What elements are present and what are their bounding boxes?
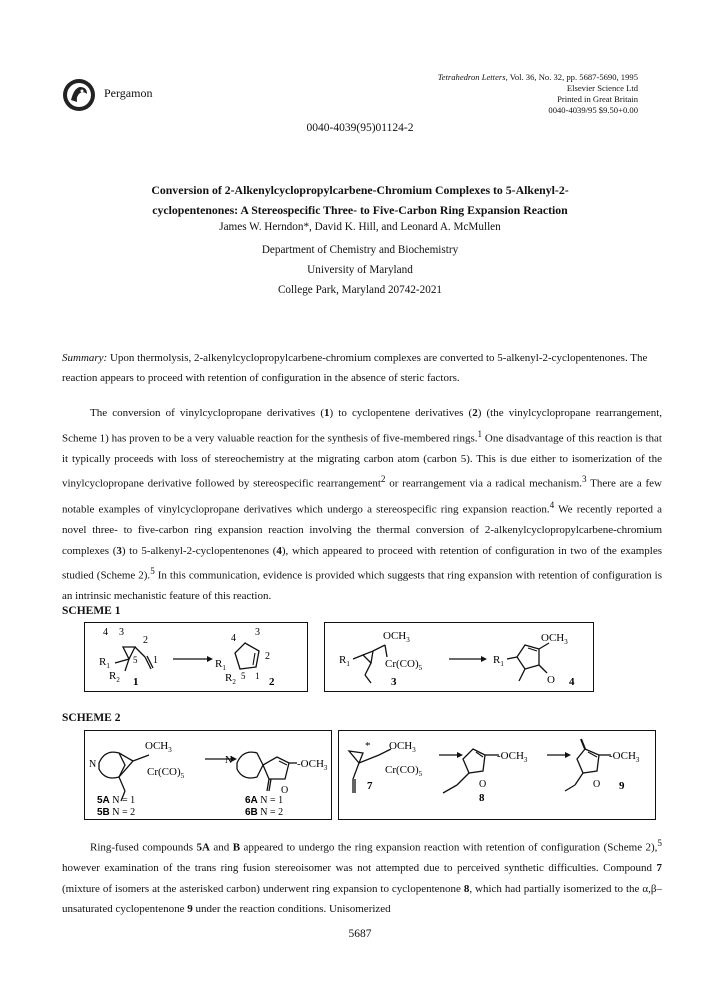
vinylcyclopropane-rearrangement-graphic (85, 623, 307, 691)
compound-4-label: 4 (569, 676, 575, 688)
atom-number: 1 (255, 671, 260, 681)
journal-volume: , Vol. 36, No. 32, pp. 5687-5690, 1995 (505, 72, 638, 82)
compound-7-label: 7 (367, 780, 373, 792)
compound-3-label: 3 (391, 676, 397, 688)
och3-label: $OCH_3$ (389, 740, 416, 754)
authors: James W. Herndon*, David K. Hill, and Leonard A. McMullen (219, 221, 501, 233)
summary-text: Upon thermolysis, 2-alkenylcyclopropylcarbene-chromium complexes are converted to 5-alkenyl-2-cyclopentenones. The reaction appears to proceed with retention of configuration in the absence of steric factors. (62, 352, 648, 384)
scheme-1-right-box (324, 622, 594, 692)
compound-2-label: 2 (269, 676, 275, 688)
affiliation-city: College Park, Maryland 20742-2021 (277, 284, 443, 296)
isomerization-graphic (339, 731, 655, 819)
title-line-2: cyclopentenones: A Stereospecific Three- to Five-Carbon Ring Expansion Reaction (152, 203, 568, 217)
ref-3: 3 (582, 474, 587, 485)
journal-publisher-line: Elsevier Science Ltd (566, 83, 638, 93)
p2-text: and (209, 841, 233, 854)
r1-label: $R_1$ (215, 658, 226, 672)
chromium-label: $Cr(CO)_5$ (385, 658, 423, 672)
asterisk-marker: * (365, 740, 371, 752)
oxygen-label: O (479, 779, 487, 790)
p2-text: under the reaction conditions. Unisomerized (192, 903, 391, 916)
atom-number: 3 (119, 627, 124, 638)
affiliation (0, 240, 720, 300)
ring-fused-expansion-graphic (85, 731, 331, 819)
title-line-1: Conversion of 2-Alkenylcyclopropylcarbene-Chromium Complexes to 5-Alkenyl-2- (151, 183, 569, 197)
compound-8-label: 8 (479, 792, 485, 804)
affiliation-univ: University of Maryland (307, 264, 413, 276)
p2-text: (mixture of isomers at the asterisked carbon) underwent ring expansion to cyclopentenone (62, 882, 464, 895)
p1-text: One disadvantage of this reaction is that it typically proceeds with loss of stereochemistry at the migrating carbon atom (carbon 5). This is due either to isomerization of the vinylcyclopropane derivative followed by stereospecific rearrangement (62, 432, 662, 491)
r1-label: $R_1$ (99, 656, 110, 670)
p1-text: The conversion of vinylcyclopropane derivatives ( (90, 407, 324, 419)
p1-text: ), which appeared to proceed with retention of configuration in two of the examples studied (Scheme 2). (62, 544, 662, 582)
compound-6b-label: 6B N = 2 (245, 807, 284, 818)
ref-4: 4 (549, 499, 555, 510)
och3-label: $-OCH_3$ (609, 750, 640, 764)
journal-reference (438, 72, 638, 116)
scheme-1-label: SCHEME 1 (62, 605, 121, 617)
r1-label: $R_1$ (493, 654, 504, 668)
pergamon-logo (62, 78, 96, 112)
article-title (90, 180, 630, 220)
scheme-1-left-box (84, 622, 308, 692)
oxygen-label: O (281, 785, 289, 796)
compound-1-label: 1 (133, 676, 139, 688)
p1-cmpd-1: 1 (324, 407, 330, 419)
p2-text: appeared to undergo the ring expansion reaction with retention of configuration (Scheme 2), (240, 841, 658, 854)
body-paragraph-1 (62, 403, 662, 607)
publisher-name: Pergamon (104, 86, 153, 100)
p1-text: ) to cyclopentene derivatives ( (329, 407, 473, 419)
p1-text: ) (the vinylcyclopropane rearrangement, Scheme 1) has proven to be a very valuable reaction for the synthesis of five-membered rings. (62, 407, 663, 445)
chromium-label: $Cr(CO)_5$ (147, 766, 185, 780)
r2-label: $R_2$ (225, 672, 236, 686)
p1-text: or rearrangement via a radical mechanism. (385, 478, 582, 491)
p1-text: In this communication, evidence is provided which suggests that ring expansion with retention of configuration is an intrinsic mechanistic feature of this reaction. (62, 569, 662, 603)
och3-label: $OCH_3$ (383, 630, 410, 644)
p2-cmpd-8: 8 (463, 882, 470, 895)
och3-label: $OCH_3$ (145, 740, 172, 754)
ring-size-label: N (89, 759, 97, 770)
atom-number: 4 (231, 633, 236, 644)
ref-5: 5 (657, 838, 662, 848)
summary-label: Summary: (62, 352, 108, 364)
p2-text: , which had partially isomerized to the α,β–unsaturated cyclopentenone (62, 882, 662, 916)
atom-number: 5 (133, 655, 138, 665)
scheme-2-left-box (84, 730, 332, 820)
r1-label: $R_1$ (339, 654, 350, 668)
atom-number: 3 (255, 627, 260, 638)
p2-text: Ring-fused compounds (90, 841, 197, 854)
ref-5: 5 (150, 566, 155, 577)
page-number: 5687 (348, 928, 372, 940)
compound-9-label: 9 (619, 780, 625, 792)
p2-cmpd-9: 9 (187, 903, 193, 916)
scheme-2-label: SCHEME 2 (62, 712, 121, 724)
chromium-label: $Cr(CO)_5$ (385, 764, 423, 778)
oxygen-label: O (593, 779, 601, 790)
p2-cmpd-b: B (232, 841, 241, 854)
p1-cmpd-4: 4 (276, 544, 282, 557)
affiliation-dept: Department of Chemistry and Biochemistry (261, 244, 459, 256)
atom-number: 2 (143, 635, 148, 646)
compound-5a-label: 5A N = 1 (97, 795, 136, 806)
p1-text: We recently reported a novel three- to five-carbon ring expansion reaction involving the thermal conversion of 2-alkenylcyclopropylcarbene-chromium complexes ( (62, 503, 662, 557)
ref-2: 2 (380, 474, 386, 485)
journal-printed-line: Printed in Great Britain (557, 94, 638, 104)
scheme-2-right-box (338, 730, 656, 820)
ring-size-label: N (225, 755, 233, 766)
compound-5b-label: 5B N = 2 (97, 807, 136, 818)
och3-label: $OCH_3$ (541, 632, 568, 646)
atom-number: 5 (241, 671, 246, 681)
p1-text: There are a few notable examples of vinylcyclopropane derivatives which undergo a stereospecific ring expansion reaction. (62, 478, 663, 516)
p2-text: however examination of the trans ring fusion stereoisomer was not attempted due to perceived synthetic difficulties. Compound (62, 862, 657, 875)
p1-cmpd-3: 3 (116, 544, 122, 557)
och3-label: $-OCH_3$ (497, 750, 528, 764)
atom-number: 1 (153, 655, 158, 666)
p1-cmpd-2: 2 (472, 407, 478, 419)
atom-number: 4 (103, 627, 108, 638)
compound-6a-label: 6A N = 1 (245, 795, 284, 806)
body-paragraph-2 (62, 833, 662, 920)
p2-cmpd-5a: 5A (196, 841, 210, 854)
doi: 0040-4039(95)01124-2 (306, 122, 414, 134)
ref-1: 1 (477, 428, 483, 439)
atom-number: 2 (265, 651, 270, 662)
oxygen-label: O (547, 674, 555, 686)
p2-cmpd-7: 7 (656, 862, 662, 875)
carbene-ring-expansion-graphic (325, 623, 593, 691)
summary (62, 348, 662, 388)
och3-label: $-OCH_3$ (297, 758, 328, 772)
p1-text: ) to 5-alkenyl-2-cyclopentenones ( (121, 544, 277, 557)
r2-label: $R_2$ (109, 670, 120, 684)
journal-name: Tetrahedron Letters (437, 72, 506, 82)
journal-price-line: 0040-4039/95 $9.50+0.00 (548, 105, 638, 115)
